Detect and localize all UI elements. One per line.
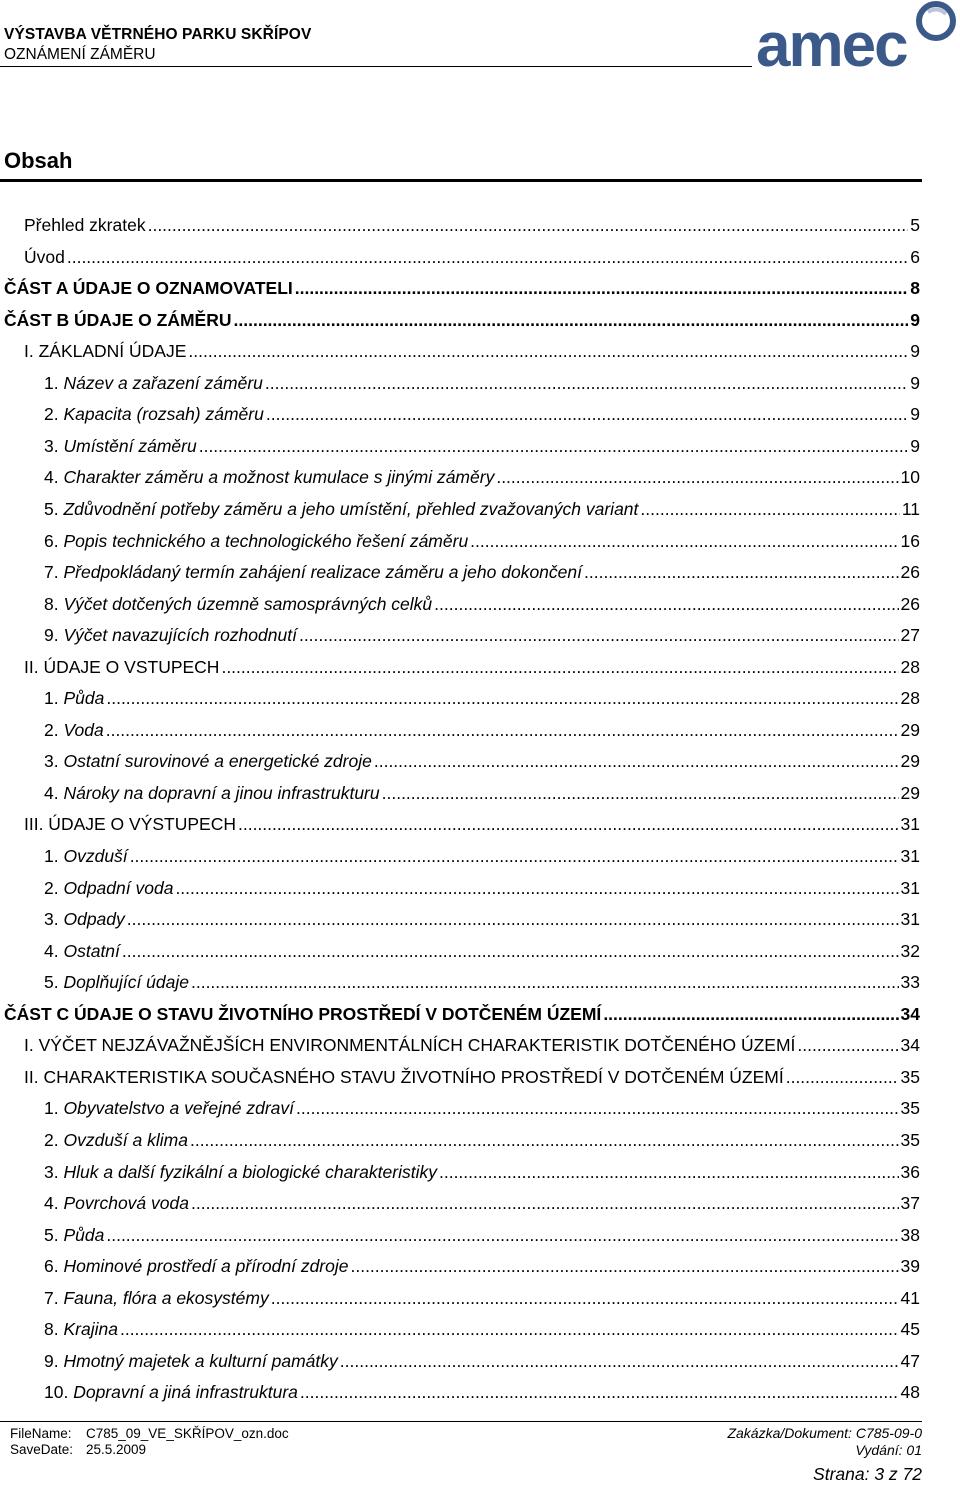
toc-entry-title <box>44 1129 188 1151</box>
toc-entry-page: 28 <box>900 656 920 677</box>
toc-entry-text: ČÁST A ÚDAJE O OZNAMOVATELI <box>4 278 293 299</box>
toc-entry[interactable] <box>44 1159 920 1183</box>
toc-entry-number: 4. <box>44 1193 59 1214</box>
toc-heading: Obsah <box>4 148 73 173</box>
toc-entry-page: 39 <box>900 1256 920 1277</box>
toc-entry-page: 35 <box>900 1129 920 1150</box>
toc-dot-leader <box>496 466 898 488</box>
toc-entry[interactable] <box>44 875 920 899</box>
toc-entry-number: 1. <box>44 846 59 866</box>
toc-entry[interactable] <box>24 1064 920 1088</box>
toc-entry-title <box>44 1192 189 1214</box>
toc-entry-title <box>44 435 197 457</box>
toc-entry-number: 2. <box>44 404 59 425</box>
toc-entry-text: Výčet dotčených územně samosprávných celků <box>63 593 433 614</box>
toc-entry-title <box>24 1066 784 1088</box>
toc-entry-text: Půda <box>63 1224 105 1245</box>
toc-entry-text: Půda <box>63 688 105 709</box>
toc-entry-title <box>44 719 104 741</box>
toc-dot-leader <box>295 277 909 299</box>
toc-entry[interactable] <box>44 559 920 583</box>
toc-dot-leader <box>148 214 909 236</box>
toc-dot-leader <box>130 845 899 867</box>
toc-dot-leader <box>350 1255 898 1277</box>
toc-entry[interactable] <box>44 1127 920 1151</box>
toc-entry-title <box>24 340 186 362</box>
toc-entry-title <box>44 845 128 867</box>
toc-entry-title <box>44 1097 294 1119</box>
toc-entry[interactable] <box>44 969 920 993</box>
toc-entry-text: Název a zařazení záměru <box>63 372 263 393</box>
toc-entry-text: Přehled zkratek <box>24 215 146 235</box>
toc-entry-page: 29 <box>900 782 920 803</box>
toc-dot-leader <box>238 813 899 835</box>
toc-dot-leader <box>439 1161 899 1183</box>
toc-entry-page: 8 <box>910 278 920 299</box>
toc-entry-number: 7. <box>44 1287 59 1308</box>
toc-entry-number: 1. <box>44 688 59 709</box>
toc-entry[interactable] <box>24 338 920 362</box>
toc-dot-leader <box>199 435 909 457</box>
toc-entry[interactable] <box>44 780 920 804</box>
toc-entry-text: Obyvatelstvo a veřejné zdraví <box>63 1098 295 1119</box>
toc-entry-text: Umístění záměru <box>63 435 197 456</box>
toc-entry-number: 6. <box>44 530 59 551</box>
toc-dot-leader <box>299 624 899 646</box>
toc-entry-page: 16 <box>900 530 920 551</box>
toc-entry-text: Zdůvodnění potřeby záměru a jeho umístění, přehled zvažovaných variant <box>63 498 639 519</box>
toc-entry[interactable] <box>44 938 920 962</box>
toc-entry-title <box>44 530 468 552</box>
toc-entry-page: 31 <box>900 877 920 898</box>
toc-dot-leader <box>106 1224 898 1246</box>
toc-dot-leader <box>300 1381 899 1403</box>
toc-heading-rule <box>0 179 922 182</box>
toc-entry[interactable] <box>44 843 920 867</box>
toc-entry-title <box>44 593 432 615</box>
amec-logo <box>752 0 960 72</box>
toc-dot-leader <box>122 940 899 962</box>
toc-entry-text: Hominové prostředí a přírodní zdroje <box>63 1256 349 1277</box>
toc-entry[interactable] <box>24 1032 920 1056</box>
toc-entry[interactable] <box>44 1222 920 1246</box>
toc-entry-title <box>44 908 125 930</box>
toc-entry[interactable] <box>44 748 920 772</box>
toc-dot-leader <box>786 1066 899 1088</box>
toc-entry-text: Ovzduší <box>63 846 128 866</box>
toc-entry-page: 36 <box>900 1161 920 1182</box>
toc-entry[interactable] <box>24 811 920 835</box>
toc-entry-page: 41 <box>900 1287 920 1308</box>
toc-entry-page: 29 <box>900 751 920 772</box>
vydani: Vydání: 01 <box>855 1442 922 1458</box>
toc-entry-text: II. CHARAKTERISTIKA SOUČASNÉHO STAVU ŽIVOTNÍHO PROSTŘEDÍ V DOTČENÉM ÚZEMÍ <box>24 1066 784 1087</box>
toc-entry-page: 28 <box>900 688 920 709</box>
toc-entry-number: 9. <box>44 1350 59 1371</box>
toc-dot-leader <box>191 971 899 993</box>
filename-label: FileName: <box>10 1426 72 1441</box>
toc-entry-number: 5. <box>44 498 59 519</box>
toc-entry[interactable] <box>44 1253 920 1277</box>
toc-entry-text: Odpadní voda <box>63 877 174 898</box>
toc-entry-title <box>44 624 297 646</box>
toc-entry-text: I. ZÁKLADNÍ ÚDAJE <box>24 341 187 362</box>
toc-dot-leader <box>67 246 908 268</box>
toc-entry-number: 4. <box>44 782 59 803</box>
footer-rule <box>0 1421 922 1422</box>
toc-entry[interactable] <box>44 622 920 646</box>
toc-entry-number: 1. <box>44 372 59 393</box>
toc-entry-number: 2. <box>44 877 59 898</box>
toc-entry-number: 5. <box>44 1224 59 1245</box>
toc-entry-number: 3. <box>44 909 59 930</box>
document-title: VÝSTAVBA VĚTRNÉHO PARKU SKŘÍPOV <box>4 26 312 43</box>
toc-entry-number: 3. <box>44 1161 59 1182</box>
toc-entry-page: 29 <box>900 719 920 740</box>
toc-entry-title <box>44 1224 104 1246</box>
toc-entry-number: 4. <box>44 467 59 488</box>
toc-entry-number: 6. <box>44 1256 59 1277</box>
toc-entry-title <box>44 1255 348 1277</box>
toc-entry-page: 32 <box>900 940 920 961</box>
toc-entry-page: 9 <box>910 435 920 456</box>
toc-entry-text: Hmotný majetek a kulturní památky <box>63 1350 338 1371</box>
toc-entry-text: Hluk a další fyzikální a biologické charakteristiky <box>63 1161 437 1182</box>
toc-entry-title <box>44 561 582 583</box>
toc-entry[interactable] <box>4 275 920 299</box>
toc-entry[interactable] <box>44 1316 920 1340</box>
toc-entry-title <box>4 277 293 299</box>
toc-entry-title <box>4 309 232 331</box>
toc-entry-number: 1. <box>44 1098 59 1119</box>
toc-entry-page: 31 <box>900 814 920 835</box>
toc-entry-text: Povrchová voda <box>63 1193 189 1214</box>
toc-entry-text: Kapacita (rozsah) záměru <box>63 404 264 425</box>
toc-dot-leader <box>797 1034 898 1056</box>
header-rule <box>0 66 752 67</box>
toc-entry-page: 34 <box>900 1003 920 1024</box>
toc-dot-leader <box>188 340 908 362</box>
toc-entry-number: 10. <box>44 1382 69 1403</box>
toc-entry-page: 35 <box>900 1098 920 1119</box>
toc-entry-title <box>44 372 263 394</box>
toc-entry-number: 8. <box>44 593 59 614</box>
toc-entry-title <box>24 214 146 236</box>
toc-entry-title <box>44 1287 269 1309</box>
toc-entry-title <box>44 1161 437 1183</box>
toc-entry-text: Výčet navazujících rozhodnutí <box>63 625 297 646</box>
toc-entry[interactable] <box>44 685 920 709</box>
toc-entry-page: 45 <box>900 1319 920 1340</box>
toc-entry-number: 9. <box>44 625 59 646</box>
toc-entry-text: Fauna, flóra a ekosystémy <box>63 1287 269 1308</box>
toc-entry-text: Ovzduší a klima <box>63 1129 188 1150</box>
toc-entry-page: 27 <box>900 625 920 646</box>
toc-dot-leader <box>584 561 899 583</box>
toc-entry-number: 2. <box>44 1129 59 1150</box>
toc-entry-page: 9 <box>910 372 920 393</box>
toc-entry-page: 5 <box>910 215 920 235</box>
toc-dot-leader <box>191 1192 899 1214</box>
toc-entry[interactable] <box>24 212 920 236</box>
toc-entry-page: 26 <box>900 593 920 614</box>
toc-dot-leader <box>271 1287 899 1309</box>
toc-entry-title <box>44 940 120 962</box>
toc-entry-title <box>44 1381 298 1403</box>
toc-entry-text: Nároky na dopravní a jinou infrastrukturu <box>63 782 380 803</box>
toc-dot-leader <box>340 1350 899 1372</box>
toc-dot-leader <box>190 1129 899 1151</box>
toc-entry-page: 48 <box>900 1382 920 1403</box>
toc-entry[interactable] <box>44 433 920 457</box>
toc-entry-title <box>24 656 219 678</box>
toc-entry-title <box>4 1003 601 1025</box>
toc-entry[interactable] <box>44 528 920 552</box>
toc-entry[interactable] <box>4 307 920 331</box>
toc-entry-text: Krajina <box>63 1319 118 1340</box>
toc-dot-leader <box>175 877 898 899</box>
toc-entry[interactable] <box>44 591 920 615</box>
toc-entry[interactable] <box>24 654 920 678</box>
toc-entry-title <box>24 246 65 268</box>
toc-entry-page: 34 <box>900 1035 920 1056</box>
toc-entry-page: 10 <box>900 467 920 488</box>
toc-dot-leader <box>374 750 899 772</box>
toc-entry[interactable] <box>44 717 920 741</box>
document-subtitle: OZNÁMENÍ ZÁMĚRU <box>4 46 156 63</box>
toc-entry-text: II. ÚDAJE O VSTUPECH <box>24 656 220 677</box>
toc-entry-text: Ostatní <box>63 940 120 961</box>
toc-entry-text: Doplňující údaje <box>63 972 189 993</box>
savedate-value: 25.5.2009 <box>86 1442 147 1457</box>
toc-entry-page: 35 <box>900 1066 920 1087</box>
toc-entry-text: ČÁST B ÚDAJE O ZÁMĚRU <box>4 309 232 330</box>
toc-entry-text: Voda <box>63 719 104 740</box>
toc-entry-number: 2. <box>44 719 59 740</box>
toc-entry[interactable] <box>4 1001 920 1025</box>
toc-entry-number: 3. <box>44 751 59 772</box>
toc-entry-title <box>44 466 494 488</box>
toc-dot-leader <box>640 498 899 520</box>
logo-wordmark: amec <box>756 11 907 72</box>
toc-entry-page: 33 <box>900 972 920 993</box>
toc-entry-text: Předpokládaný termín zahájení realizace záměru a jeho dokončení <box>63 562 582 583</box>
toc-entry-page: 38 <box>900 1224 920 1245</box>
toc-entry[interactable] <box>44 464 920 488</box>
toc-dot-leader <box>106 719 899 741</box>
toc-entry-page: 47 <box>900 1350 920 1371</box>
toc-entry-page: 31 <box>900 909 920 930</box>
toc-entry-text: III. ÚDAJE O VÝSTUPECH <box>24 814 236 835</box>
page-number: Strana: 3 z 72 <box>813 1464 922 1484</box>
toc-dot-leader <box>296 1097 899 1119</box>
toc-entry[interactable] <box>44 1095 920 1119</box>
toc-entry[interactable] <box>44 1379 920 1403</box>
toc-entry-number: 3. <box>44 435 59 456</box>
toc-entry[interactable] <box>44 370 920 394</box>
toc-entry-number: 4. <box>44 940 59 961</box>
toc-entry-text: Ostatní surovinové a energetické zdroje <box>63 751 372 772</box>
toc-entry[interactable] <box>44 496 920 520</box>
toc-entry-number: 5. <box>44 972 59 993</box>
toc-entry[interactable] <box>44 401 920 425</box>
toc-dot-leader <box>434 593 898 615</box>
savedate-label: SaveDate: <box>10 1442 74 1457</box>
toc-entry[interactable] <box>44 906 920 930</box>
toc-dot-leader <box>382 782 899 804</box>
toc-dot-leader <box>127 908 899 930</box>
toc-entry-page: 9 <box>910 341 920 362</box>
toc-dot-leader <box>234 309 909 331</box>
toc-entry-text: Odpady <box>63 909 125 930</box>
toc-entry-text: Charakter záměru a možnost kumulace s jinými záměry <box>63 467 495 488</box>
toc-entry-page: 26 <box>900 562 920 583</box>
toc-entry-text: ČÁST C ÚDAJE O STAVU ŽIVOTNÍHO PROSTŘEDÍ V DOTČENÉM ÚZEMÍ <box>4 1003 602 1024</box>
toc-dot-leader <box>470 530 898 552</box>
toc-entry-page: 11 <box>901 498 920 519</box>
toc-dot-leader <box>603 1003 898 1025</box>
toc-entry-text: Dopravní a jiná infrastruktura <box>73 1382 298 1403</box>
toc-entry-title <box>44 687 104 709</box>
toc-entry-text: Úvod <box>24 246 65 267</box>
toc-entry[interactable] <box>44 1190 920 1214</box>
toc-dot-leader <box>120 1318 899 1340</box>
toc-entry-page: 31 <box>900 846 920 866</box>
toc-entry-title <box>44 971 189 993</box>
toc-dot-leader <box>106 687 898 709</box>
toc-entry-title <box>24 1034 795 1056</box>
toc-entry-title <box>44 403 264 425</box>
toc-entry-title <box>24 813 236 835</box>
toc-entry-page: 9 <box>910 309 920 330</box>
toc-entry-page: 6 <box>910 246 920 267</box>
zakazka-dokument: Zakázka/Dokument: C785-09-0 <box>727 1425 922 1441</box>
toc-entry[interactable] <box>44 1348 920 1372</box>
toc-entry-title <box>44 782 380 804</box>
toc-entry-title <box>44 498 638 520</box>
toc-entry-text: I. VÝČET NEJZÁVAŽNĚJŠÍCH ENVIRONMENTÁLNÍCH CHARAKTERISTIK DOTČENÉHO ÚZEMÍ <box>24 1035 796 1056</box>
toc-entry-title <box>44 750 372 772</box>
toc-entry[interactable] <box>24 244 920 268</box>
toc-dot-leader <box>266 403 908 425</box>
toc-entry-page: 37 <box>900 1193 920 1214</box>
toc-entry-title <box>44 1318 118 1340</box>
toc-dot-leader <box>221 656 898 678</box>
toc-entry-number: 8. <box>44 1319 59 1340</box>
toc-entry-number: 7. <box>44 562 59 583</box>
filename-value: C785_09_VE_SKŘÍPOV_ozn.doc <box>86 1426 289 1441</box>
toc-entry-text: Popis technického a technologického řešení záměru <box>63 530 469 551</box>
toc-entry[interactable] <box>44 1285 920 1309</box>
toc-entry-title <box>44 1350 338 1372</box>
toc-entry-page: 9 <box>910 404 920 425</box>
toc-dot-leader <box>265 372 908 394</box>
toc-entry-title <box>44 877 173 899</box>
